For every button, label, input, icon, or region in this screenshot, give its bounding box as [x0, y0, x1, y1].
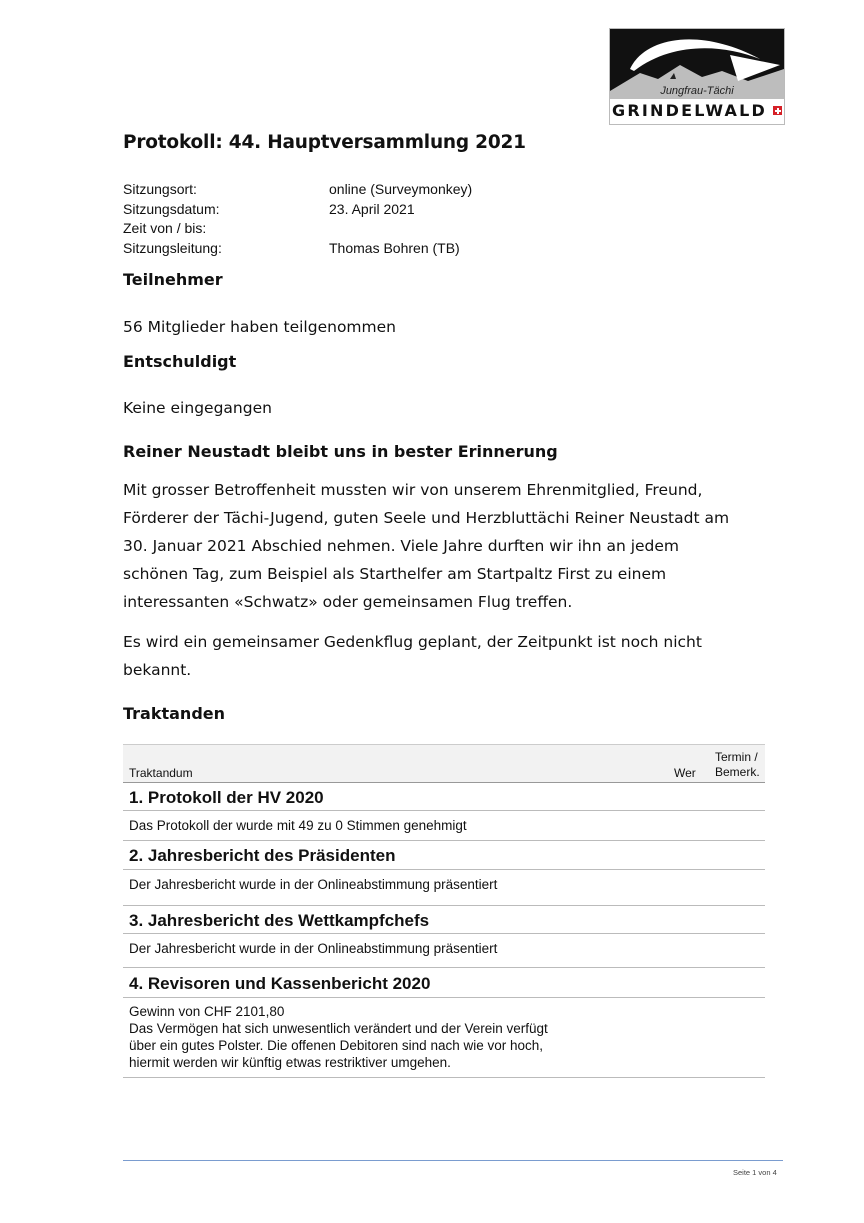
table-header [123, 744, 765, 783]
meeting-info [123, 180, 472, 258]
paragraph-line: interessanten «Schwatz» oder gemeinsamen Flug treffen. [123, 593, 573, 611]
meta-value: online (Surveymonkey) [329, 181, 473, 197]
entschuldigt-heading: Entschuldigt [123, 352, 237, 371]
teilnehmer-text: 56 Mitglieder haben teilgenommen [123, 318, 396, 336]
agenda-item-body: Der Jahresbericht wurde in der Onlineabstimmung präsentiert [123, 870, 765, 906]
meta-label: Zeit von / bis: [123, 220, 207, 236]
memorial-paragraph-1 [123, 476, 783, 616]
logo-subtitle: Jungfrau-Tächi [660, 85, 734, 97]
traktanden-heading: Traktanden [123, 704, 226, 723]
document-title: Protokoll: 44. Hauptversammlung 2021 [123, 132, 526, 153]
agenda-item-title: 1. Protokoll der HV 2020 [123, 783, 765, 811]
agenda-item-body: Der Jahresbericht wurde in der Onlineabstimmung präsentiert [123, 934, 765, 968]
meta-label: Sitzungsleitung: [123, 239, 222, 256]
meta-value: Thomas Bohren (TB) [329, 239, 460, 256]
column-header-termin-line: Bemerk. [715, 765, 760, 779]
paragraph-line: bekannt. [123, 661, 192, 679]
logo-name: GRINDELWALD [612, 101, 767, 120]
column-header-wer: Wer [674, 766, 696, 780]
memorial-heading: Reiner Neustadt bleibt uns in bester Erinnerung [123, 442, 558, 461]
page-number: Seite 1 von 4 [733, 1168, 777, 1177]
footer-divider [123, 1160, 783, 1161]
meta-row [123, 219, 472, 239]
agenda-item-body: Das Protokoll der wurde mit 49 zu 0 Stimmen genehmigt [123, 811, 765, 841]
paragraph-line: 30. Januar 2021 Abschied nehmen. Viele Jahre durften wir ihn an jedem [123, 537, 680, 555]
agenda-item-title: 2. Jahresbericht des Präsidenten [123, 841, 765, 870]
body-line: hiermit werden wir künftig etwas restriktiver umgehen. [129, 1055, 451, 1070]
meta-label: Sitzungsdatum: [123, 200, 220, 217]
traktanden-table [123, 744, 765, 1078]
meta-row [123, 180, 472, 200]
body-line: über ein gutes Polster. Die offenen Debitoren sind nach wie vor hoch, [129, 1038, 544, 1053]
column-header-termin-line: Termin / [715, 750, 758, 764]
club-logo [609, 28, 785, 125]
column-header-termin [715, 750, 760, 780]
agenda-item-body [123, 998, 765, 1078]
paragraph-line: Mit grosser Betroffenheit mussten wir von unserem Ehrenmitglied, Freund, [123, 481, 703, 499]
meta-row [123, 200, 472, 220]
column-header-traktandum: Traktandum [129, 766, 193, 780]
paragraph-line: Förderer der Tächi-Jugend, guten Seele und Herzbluttächi Reiner Neustadt am [123, 509, 730, 527]
meta-row [123, 239, 472, 259]
swiss-cross-icon [773, 106, 782, 115]
paragraph-line: schönen Tag, zum Beispiel als Starthelfer am Startpaltz First zu einem [123, 565, 667, 583]
body-line: Das Vermögen hat sich unwesentlich verändert und der Verein verfügt [129, 1021, 548, 1036]
memorial-paragraph-2 [123, 628, 783, 684]
teilnehmer-heading: Teilnehmer [123, 270, 223, 289]
agenda-item-title: 4. Revisoren und Kassenbericht 2020 [123, 968, 765, 998]
body-line: Gewinn von CHF 2101,80 [129, 1004, 285, 1019]
paragraph-line: Es wird ein gemeinsamer Gedenkflug geplant, der Zeitpunkt ist noch nicht [123, 633, 702, 651]
meta-label: Sitzungsort: [123, 181, 197, 197]
entschuldigt-text: Keine eingegangen [123, 399, 272, 417]
meta-value: 23. April 2021 [329, 200, 415, 217]
agenda-item-title: 3. Jahresbericht des Wettkampfchefs [123, 906, 765, 934]
